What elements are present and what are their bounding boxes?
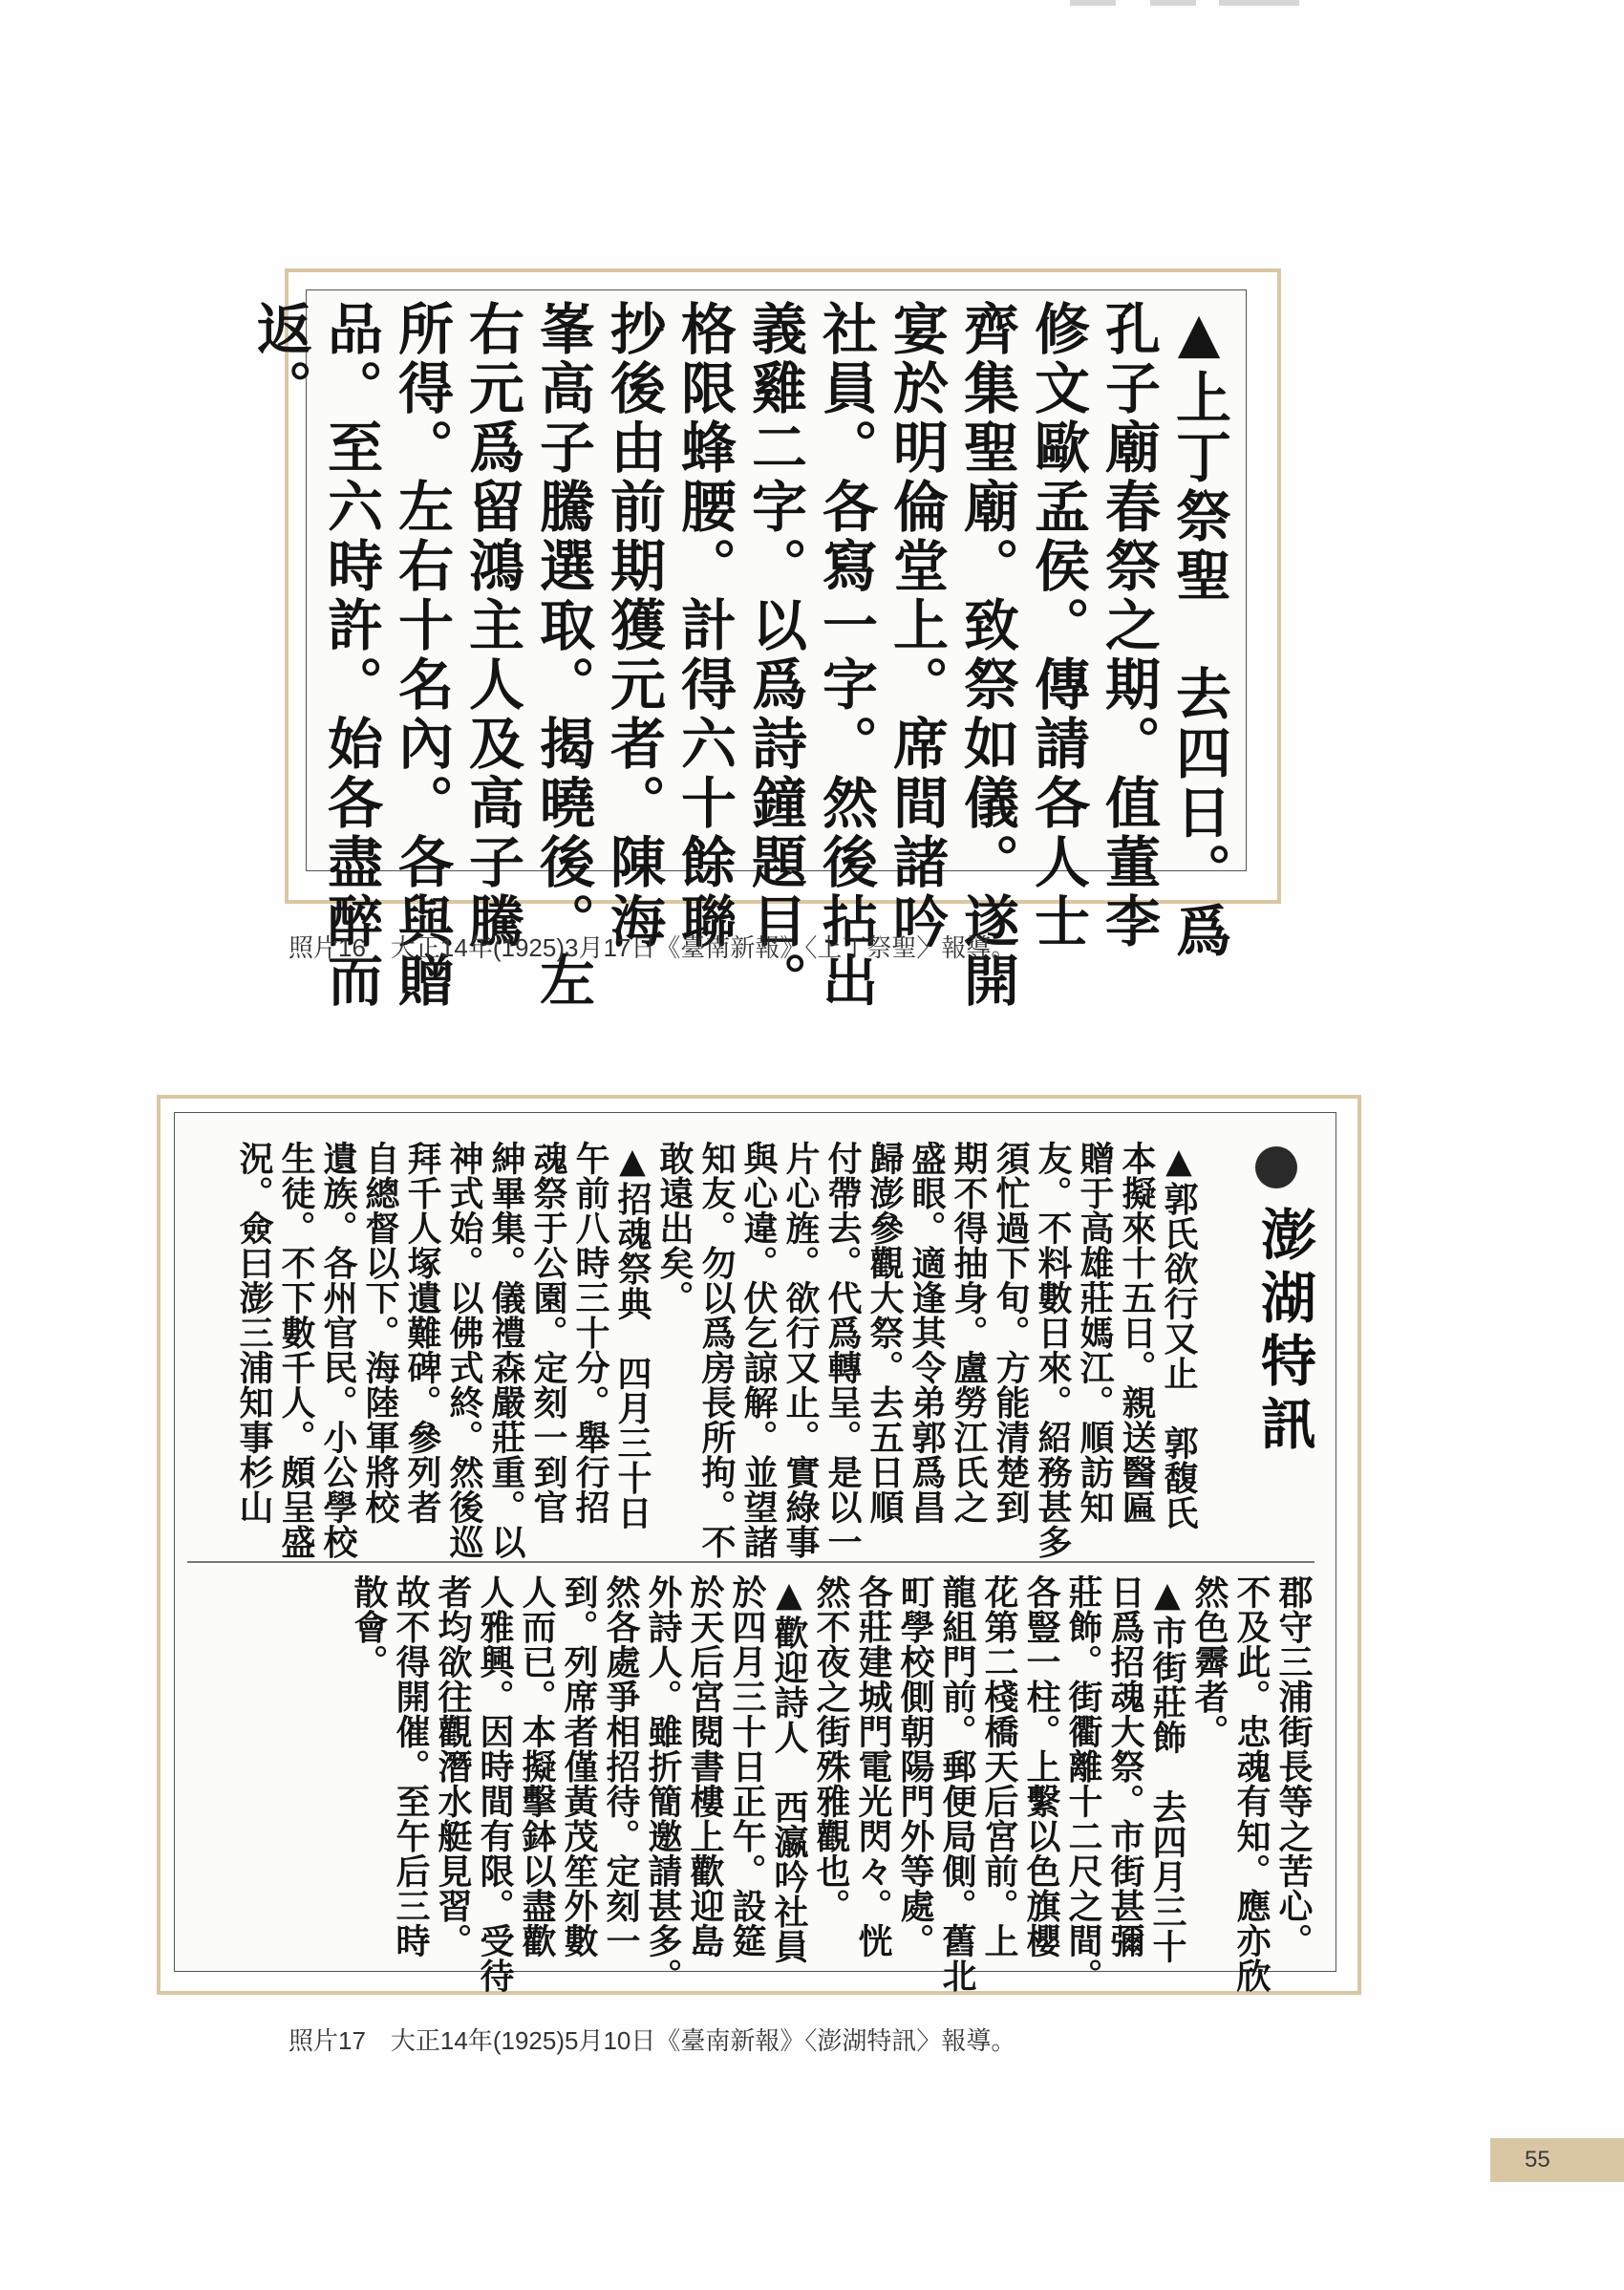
photo17-caption: 照片17 大正14年(1925)5月10日《臺南新報》〈澎湖特訊〉報導。 [288, 2026, 1016, 2055]
photo17-headline: 澎湖特訊 [1251, 1206, 1316, 1458]
column-separator-rule [187, 1561, 1314, 1563]
photo17-upper-columns: ▲郭氏欲行又止 郭馥氏 本擬來十五日。親送醫匾 贈于高雄莊媽江。順訪知 友。不料數日來。紹務甚多 須忙過下旬。方能清楚到 期不得抽身。盧勞江氏之 盛眼。適逢其令弟郭爲昌 歸澎參觀大祭。去五日順 付帶去。代爲轉呈。是以一 片心旌。欲行又止。實綠事 與心違。伏乞諒解。並望諸 知友。勿以爲房長所拘。不 敢遠出矣。 ▲招魂祭典 四月三十日 午前八時三十分。舉行招 魂祭于公園。定刻一到官 紳畢集。儀禮森嚴莊重。以 神式始。以佛式終。然後巡 拜千人塚遺難碑。參列者 自總督以下。海陸軍將校 遺族。各州官民。小公學校 生徒。不下數千人。頗呈盛 況。僉曰澎三浦知事杉山 [234, 1141, 1199, 1559]
photo16-article-text: ▲上丁祭聖 去四日。爲 孔子廟春祭之期。值董李 修文歐孟侯。傳請各人士 齊集聖廟。致祭如儀。遂開 宴於明倫堂上。席間諸吟 社員。各寫一字。然後拈出 義雞二字。以爲詩鐘題目。 格限蜂腰。計得六十餘聯 抄後由前期獲元者。陳海 峯高子騰選取。揭曉後。左 右元爲留鴻主人及高子騰 所得。左右十名內。各與贈 品。至六時許。始各盡醉而 返。 [247, 300, 1231, 1011]
photo16-caption: 照片16 大正14年(1925)3月17日《臺南新報》〈上丁祭聖〉報導。 [288, 933, 1016, 962]
top-scan-mark [1070, 0, 1299, 6]
page-number: 55 [1490, 2138, 1624, 2182]
photo17-lower-columns: 郡守三浦街長等之苦心。 不及此。忠魂有知。應亦欣 然色霽者。 ▲市街莊飾 去四月三十 日爲招魂大祭。市街甚彌 莊飾。街衢離十二尺之間。 各豎一柱。上繫以色旗櫻 花第二棧橋天后宮前。上 龍組門前。郵便局側。舊北 町學校側朝陽門外等處。 各莊建城門電光閃々。恍 然不夜之街殊雅觀也。 ▲歡迎詩人 西瀛吟社員 於四月三十日正午。設筵 於天后宮閱書樓上歡迎島 外詩人。雖折簡邀請甚多。 然各處爭相招待。定刻一 到。列席者僅黃茂笙外數 人而已。本擬擊鉢以盡歡 人雅興。因時間有限。受待 者均欲往觀潛水艇見習。 故不得開催。至午后三時 散會。 [349, 1574, 1314, 1993]
headline-emblem-icon [1255, 1146, 1297, 1188]
